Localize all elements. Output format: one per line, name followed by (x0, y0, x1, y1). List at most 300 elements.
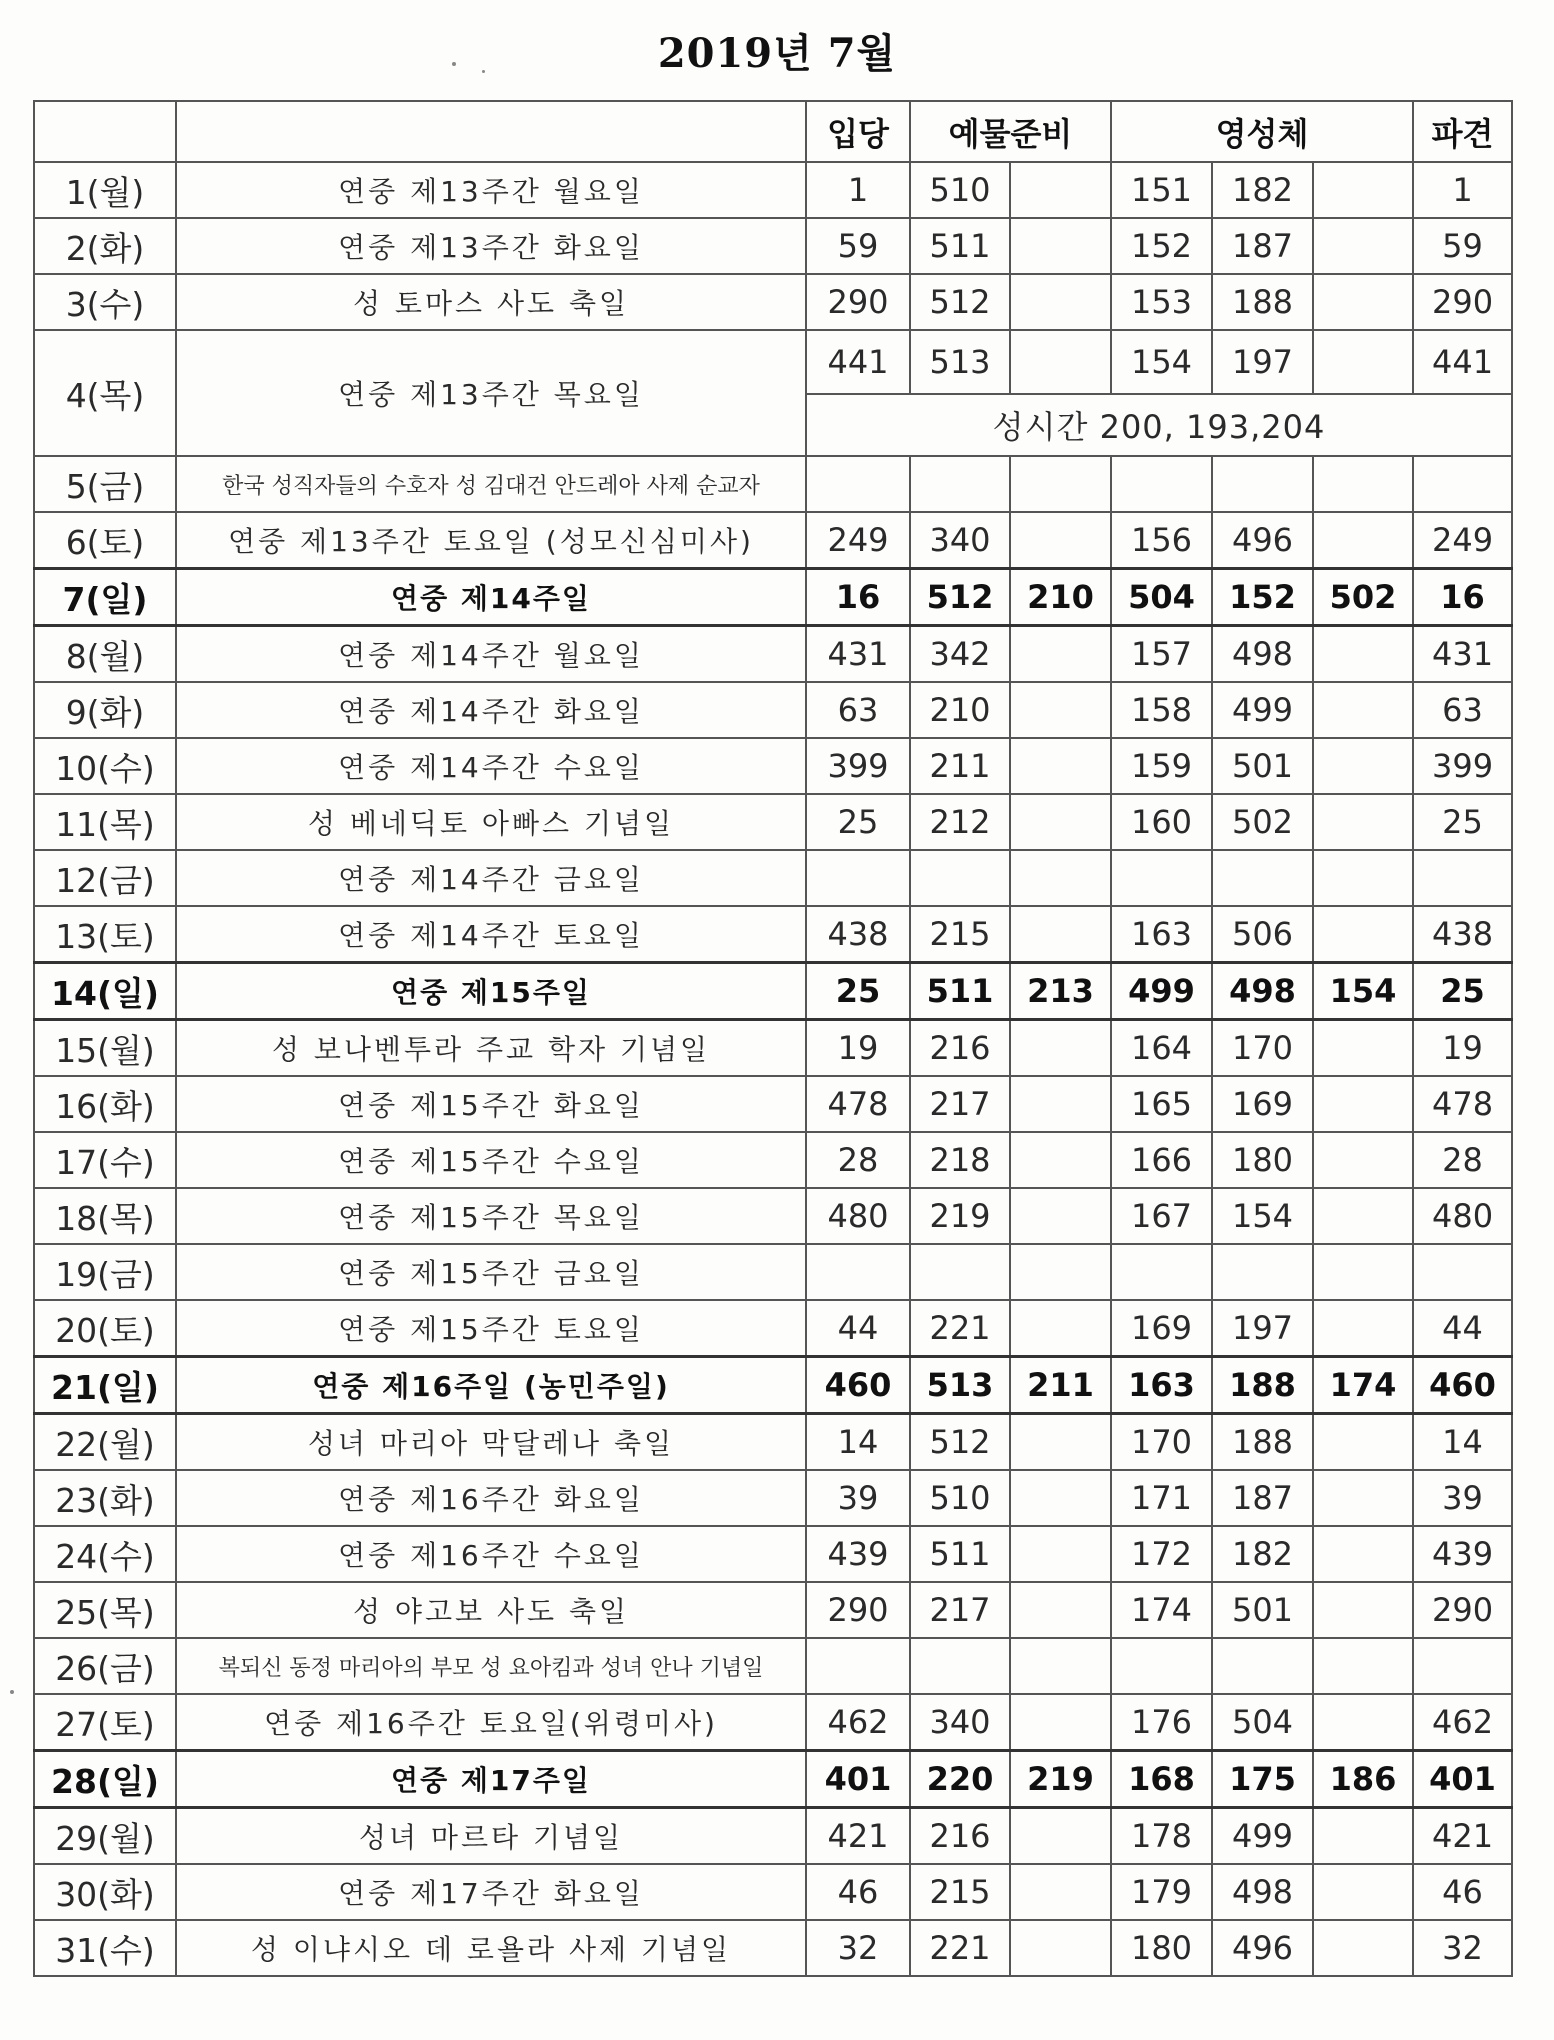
offertory-hymn-1: 512 (910, 1414, 1010, 1471)
day-cell: 22(월) (34, 1414, 176, 1471)
day-cell: 18(목) (34, 1188, 176, 1244)
offertory-hymn-1: 340 (910, 512, 1010, 569)
communion-hymn-1: 180 (1111, 1920, 1212, 1976)
dismissal-hymn: 46 (1413, 1864, 1512, 1920)
offertory-hymn-2 (1010, 682, 1111, 738)
table-row (34, 1470, 1512, 1526)
communion-hymn-1: 156 (1111, 512, 1212, 569)
communion-hymn-1: 153 (1111, 274, 1212, 330)
communion-hymn-1: 163 (1111, 1357, 1212, 1414)
communion-hymn-1: 160 (1111, 794, 1212, 850)
liturgy-name: 연중 제14주일 (176, 569, 806, 626)
day-cell: 14(일) (34, 963, 176, 1020)
dismissal-hymn: 290 (1413, 274, 1512, 330)
entrance-hymn: 460 (806, 1357, 910, 1414)
liturgy-name: 연중 제15주간 수요일 (176, 1132, 806, 1188)
offertory-hymn-1: 342 (910, 626, 1010, 683)
communion-hymn-2: 499 (1212, 682, 1313, 738)
table-row (34, 274, 1512, 330)
communion-hymn-1: 158 (1111, 682, 1212, 738)
day-cell: 6(토) (34, 512, 176, 569)
communion-hymn-2: 169 (1212, 1076, 1313, 1132)
communion-hymn-3 (1313, 274, 1413, 330)
communion-hymn-2 (1212, 456, 1313, 512)
liturgy-name: 연중 제14주간 화요일 (176, 682, 806, 738)
liturgy-name: 성 토마스 사도 축일 (176, 274, 806, 330)
communion-hymn-1: 157 (1111, 626, 1212, 683)
day-cell: 17(수) (34, 1132, 176, 1188)
communion-hymn-1: 154 (1111, 330, 1212, 394)
entrance-hymn: 46 (806, 1864, 910, 1920)
day-cell: 31(수) (34, 1920, 176, 1976)
day-cell: 27(토) (34, 1694, 176, 1751)
day-cell: 11(목) (34, 794, 176, 850)
day-cell: 4(목) (34, 330, 176, 456)
entrance-hymn (806, 1244, 910, 1300)
dismissal-hymn: 25 (1413, 794, 1512, 850)
offertory-hymn-2: 213 (1010, 963, 1111, 1020)
offertory-hymn-1: 511 (910, 218, 1010, 274)
communion-hymn-2: 187 (1212, 1470, 1313, 1526)
dismissal-hymn: 1 (1413, 162, 1512, 218)
communion-hymn-3: 502 (1313, 569, 1413, 626)
table-row (34, 1694, 1512, 1751)
offertory-hymn-1: 216 (910, 1020, 1010, 1077)
communion-hymn-2 (1212, 1638, 1313, 1694)
day-cell: 24(수) (34, 1526, 176, 1582)
communion-hymn-3 (1313, 1414, 1413, 1471)
offertory-hymn-2 (1010, 850, 1111, 906)
communion-hymn-3 (1313, 330, 1413, 394)
dismissal-hymn (1413, 1638, 1512, 1694)
communion-hymn-3 (1313, 1244, 1413, 1300)
liturgy-name: 연중 제16주간 토요일(위령미사) (176, 1694, 806, 1751)
table-row (34, 1132, 1512, 1188)
table-row (34, 794, 1512, 850)
communion-hymn-3 (1313, 1300, 1413, 1357)
table-row (34, 330, 1512, 394)
offertory-hymn-2 (1010, 330, 1111, 394)
offertory-hymn-1: 212 (910, 794, 1010, 850)
communion-hymn-3 (1313, 906, 1413, 963)
day-cell: 3(수) (34, 274, 176, 330)
offertory-hymn-2 (1010, 1020, 1111, 1077)
entrance-hymn: 431 (806, 626, 910, 683)
offertory-hymn-2 (1010, 906, 1111, 963)
communion-hymn-2: 501 (1212, 1582, 1313, 1638)
communion-hymn-2: 498 (1212, 1864, 1313, 1920)
offertory-hymn-2 (1010, 1526, 1111, 1582)
liturgy-name: 연중 제14주간 토요일 (176, 906, 806, 963)
liturgy-name: 연중 제13주간 목요일 (176, 330, 806, 456)
offertory-hymn-1: 221 (910, 1920, 1010, 1976)
liturgy-name: 한국 성직자들의 수호자 성 김대건 안드레아 사제 순교자 (176, 456, 806, 512)
communion-hymn-2: 496 (1212, 512, 1313, 569)
liturgy-name: 연중 제15주간 토요일 (176, 1300, 806, 1357)
entrance-hymn: 25 (806, 963, 910, 1020)
entrance-hymn: 1 (806, 162, 910, 218)
offertory-hymn-1 (910, 1638, 1010, 1694)
communion-hymn-1: 178 (1111, 1808, 1212, 1865)
offertory-hymn-2 (1010, 1694, 1111, 1751)
offertory-hymn-2 (1010, 1582, 1111, 1638)
offertory-hymn-1: 511 (910, 1526, 1010, 1582)
table-row (34, 1414, 1512, 1471)
dismissal-hymn (1413, 1244, 1512, 1300)
offertory-hymn-1: 220 (910, 1751, 1010, 1808)
communion-hymn-1: 164 (1111, 1020, 1212, 1077)
dismissal-hymn (1413, 850, 1512, 906)
offertory-hymn-1: 221 (910, 1300, 1010, 1357)
table-row (34, 1638, 1512, 1694)
entrance-hymn: 421 (806, 1808, 910, 1865)
liturgy-name: 연중 제17주간 화요일 (176, 1864, 806, 1920)
day-cell: 25(목) (34, 1582, 176, 1638)
communion-hymn-1: 504 (1111, 569, 1212, 626)
table-row (34, 218, 1512, 274)
communion-hymn-2: 502 (1212, 794, 1313, 850)
offertory-hymn-1: 510 (910, 162, 1010, 218)
communion-hymn-2: 496 (1212, 1920, 1313, 1976)
table-row (34, 906, 1512, 963)
communion-hymn-2: 188 (1212, 1357, 1313, 1414)
table-row (34, 1188, 1512, 1244)
offertory-hymn-1: 211 (910, 738, 1010, 794)
communion-hymn-1: 165 (1111, 1076, 1212, 1132)
entrance-hymn: 44 (806, 1300, 910, 1357)
table-row (34, 1076, 1512, 1132)
day-cell: 10(수) (34, 738, 176, 794)
day-cell: 20(토) (34, 1300, 176, 1357)
day-cell: 12(금) (34, 850, 176, 906)
communion-hymn-3 (1313, 1920, 1413, 1976)
liturgy-name: 연중 제14주간 수요일 (176, 738, 806, 794)
table-row (34, 850, 1512, 906)
communion-hymn-2: 498 (1212, 626, 1313, 683)
communion-hymn-2: 197 (1212, 330, 1313, 394)
offertory-hymn-1: 219 (910, 1188, 1010, 1244)
day-cell: 1(월) (34, 162, 176, 218)
liturgy-name: 연중 제13주간 토요일 (성모신심미사) (176, 512, 806, 569)
communion-hymn-1: 170 (1111, 1414, 1212, 1471)
communion-hymn-3 (1313, 794, 1413, 850)
liturgy-name: 연중 제15주일 (176, 963, 806, 1020)
liturgy-name: 성 이냐시오 데 로욜라 사제 기념일 (176, 1920, 806, 1976)
entrance-hymn: 441 (806, 330, 910, 394)
dismissal-hymn: 478 (1413, 1076, 1512, 1132)
sunday-row (34, 569, 1512, 626)
offertory-hymn-2 (1010, 1076, 1111, 1132)
communion-hymn-2: 188 (1212, 1414, 1313, 1471)
day-cell: 26(금) (34, 1638, 176, 1694)
header-row (34, 101, 1512, 162)
page-title: 2019년 7월 (657, 30, 897, 77)
liturgy-name: 연중 제14주간 월요일 (176, 626, 806, 683)
table-row (34, 1864, 1512, 1920)
dismissal-hymn: 462 (1413, 1694, 1512, 1751)
table-body (34, 162, 1512, 1976)
communion-hymn-3: 154 (1313, 963, 1413, 1020)
offertory-hymn-2 (1010, 274, 1111, 330)
liturgy-name: 연중 제17주일 (176, 1751, 806, 1808)
entrance-hymn: 14 (806, 1414, 910, 1471)
dismissal-hymn: 441 (1413, 330, 1512, 394)
offertory-hymn-2 (1010, 456, 1111, 512)
offertory-hymn-2 (1010, 1132, 1111, 1188)
offertory-hymn-1: 513 (910, 1357, 1010, 1414)
communion-hymn-1 (1111, 1638, 1212, 1694)
offertory-hymn-2 (1010, 1920, 1111, 1976)
liturgy-name: 연중 제13주간 화요일 (176, 218, 806, 274)
table-row (34, 1920, 1512, 1976)
liturgy-name: 성녀 마리아 막달레나 축일 (176, 1414, 806, 1471)
communion-hymn-2: 188 (1212, 274, 1313, 330)
communion-hymn-2: 499 (1212, 1808, 1313, 1865)
dismissal-hymn: 39 (1413, 1470, 1512, 1526)
entrance-hymn: 480 (806, 1188, 910, 1244)
communion-hymn-1 (1111, 1244, 1212, 1300)
communion-hymn-2: 182 (1212, 1526, 1313, 1582)
scan-speck (452, 62, 456, 66)
offertory-hymn-1: 512 (910, 569, 1010, 626)
day-cell: 5(금) (34, 456, 176, 512)
scan-speck (10, 1690, 14, 1694)
offertory-hymn-1: 511 (910, 963, 1010, 1020)
offertory-hymn-2 (1010, 738, 1111, 794)
offertory-hymn-2 (1010, 1244, 1111, 1300)
table-row (34, 512, 1512, 569)
header-day (34, 101, 176, 162)
offertory-hymn-1: 217 (910, 1582, 1010, 1638)
liturgy-name: 연중 제15주간 목요일 (176, 1188, 806, 1244)
entrance-hymn: 439 (806, 1526, 910, 1582)
communion-hymn-3 (1313, 162, 1413, 218)
sunday-row (34, 1751, 1512, 1808)
entrance-hymn: 399 (806, 738, 910, 794)
liturgy-name: 복되신 동정 마리아의 부모 성 요아킴과 성녀 안나 기념일 (176, 1638, 806, 1694)
offertory-hymn-2: 219 (1010, 1751, 1111, 1808)
sunday-row (34, 963, 1512, 1020)
communion-hymn-2 (1212, 1244, 1313, 1300)
liturgy-name: 성 베네딕토 아빠스 기념일 (176, 794, 806, 850)
table-row (34, 1020, 1512, 1077)
header-communion: 영성체 (1111, 101, 1413, 162)
communion-hymn-3: 186 (1313, 1751, 1413, 1808)
communion-hymn-1: 163 (1111, 906, 1212, 963)
dismissal-hymn: 290 (1413, 1582, 1512, 1638)
communion-hymn-3 (1313, 1076, 1413, 1132)
dismissal-hymn: 480 (1413, 1188, 1512, 1244)
holy-hour-note: 성시간 200, 193,204 (806, 394, 1512, 456)
offertory-hymn-2 (1010, 794, 1111, 850)
dismissal-hymn: 16 (1413, 569, 1512, 626)
header-name (176, 101, 806, 162)
communion-hymn-1: 151 (1111, 162, 1212, 218)
dismissal-hymn: 25 (1413, 963, 1512, 1020)
communion-hymn-3 (1313, 456, 1413, 512)
communion-hymn-3 (1313, 1470, 1413, 1526)
entrance-hymn (806, 1638, 910, 1694)
schedule-table (33, 100, 1513, 1977)
dismissal-hymn: 438 (1413, 906, 1512, 963)
communion-hymn-3 (1313, 850, 1413, 906)
communion-hymn-2: 187 (1212, 218, 1313, 274)
liturgy-name: 연중 제15주간 화요일 (176, 1076, 806, 1132)
entrance-hymn: 16 (806, 569, 910, 626)
communion-hymn-1: 152 (1111, 218, 1212, 274)
day-cell: 23(화) (34, 1470, 176, 1526)
day-cell: 29(월) (34, 1808, 176, 1865)
offertory-hymn-2 (1010, 512, 1111, 569)
entrance-hymn: 290 (806, 274, 910, 330)
offertory-hymn-1: 218 (910, 1132, 1010, 1188)
offertory-hymn-1: 210 (910, 682, 1010, 738)
dismissal-hymn: 431 (1413, 626, 1512, 683)
liturgy-name: 연중 제14주간 금요일 (176, 850, 806, 906)
entrance-hymn: 478 (806, 1076, 910, 1132)
scan-speck (482, 70, 485, 73)
offertory-hymn-1: 512 (910, 274, 1010, 330)
communion-hymn-3 (1313, 738, 1413, 794)
day-cell: 21(일) (34, 1357, 176, 1414)
offertory-hymn-2 (1010, 162, 1111, 218)
entrance-hymn (806, 456, 910, 512)
entrance-hymn (806, 850, 910, 906)
communion-hymn-2: 504 (1212, 1694, 1313, 1751)
offertory-hymn-2 (1010, 626, 1111, 683)
dismissal-hymn: 439 (1413, 1526, 1512, 1582)
sunday-row (34, 1357, 1512, 1414)
dismissal-hymn: 28 (1413, 1132, 1512, 1188)
communion-hymn-1: 179 (1111, 1864, 1212, 1920)
communion-hymn-1: 159 (1111, 738, 1212, 794)
communion-hymn-3 (1313, 682, 1413, 738)
communion-hymn-2: 152 (1212, 569, 1313, 626)
communion-hymn-3 (1313, 512, 1413, 569)
dismissal-hymn: 421 (1413, 1808, 1512, 1865)
offertory-hymn-1 (910, 850, 1010, 906)
dismissal-hymn (1413, 456, 1512, 512)
entrance-hymn: 59 (806, 218, 910, 274)
communion-hymn-3 (1313, 1188, 1413, 1244)
dismissal-hymn: 399 (1413, 738, 1512, 794)
day-cell: 8(월) (34, 626, 176, 683)
offertory-hymn-1: 215 (910, 1864, 1010, 1920)
dismissal-hymn: 63 (1413, 682, 1512, 738)
communion-hymn-2: 498 (1212, 963, 1313, 1020)
header-offertory: 예물준비 (910, 101, 1111, 162)
communion-hymn-1: 167 (1111, 1188, 1212, 1244)
offertory-hymn-1: 216 (910, 1808, 1010, 1865)
communion-hymn-2: 154 (1212, 1188, 1313, 1244)
day-cell: 15(월) (34, 1020, 176, 1077)
table-row (34, 1526, 1512, 1582)
communion-hymn-1 (1111, 456, 1212, 512)
day-cell: 19(금) (34, 1244, 176, 1300)
communion-hymn-1: 172 (1111, 1526, 1212, 1582)
dismissal-hymn: 249 (1413, 512, 1512, 569)
table-row (34, 456, 1512, 512)
communion-hymn-3 (1313, 1694, 1413, 1751)
offertory-hymn-1: 340 (910, 1694, 1010, 1751)
communion-hymn-2: 180 (1212, 1132, 1313, 1188)
communion-hymn-3 (1313, 1638, 1413, 1694)
offertory-hymn-1: 513 (910, 330, 1010, 394)
header-dismissal: 파견 (1413, 101, 1512, 162)
table-row (34, 626, 1512, 683)
offertory-hymn-1 (910, 1244, 1010, 1300)
communion-hymn-3 (1313, 626, 1413, 683)
entrance-hymn: 39 (806, 1470, 910, 1526)
offertory-hymn-1: 217 (910, 1076, 1010, 1132)
offertory-hymn-2: 210 (1010, 569, 1111, 626)
communion-hymn-3 (1313, 1020, 1413, 1077)
communion-hymn-2: 170 (1212, 1020, 1313, 1077)
table-row (34, 162, 1512, 218)
communion-hymn-3 (1313, 1864, 1413, 1920)
liturgy-name: 연중 제15주간 금요일 (176, 1244, 806, 1300)
entrance-hymn: 63 (806, 682, 910, 738)
table-row (34, 682, 1512, 738)
entrance-hymn: 249 (806, 512, 910, 569)
offertory-hymn-1 (910, 456, 1010, 512)
dismissal-hymn: 19 (1413, 1020, 1512, 1077)
table-row (34, 1300, 1512, 1357)
communion-hymn-2: 501 (1212, 738, 1313, 794)
communion-hymn-1 (1111, 850, 1212, 906)
communion-hymn-3 (1313, 1132, 1413, 1188)
communion-hymn-1: 499 (1111, 963, 1212, 1020)
liturgy-name: 성 보나벤투라 주교 학자 기념일 (176, 1020, 806, 1077)
dismissal-hymn: 32 (1413, 1920, 1512, 1976)
communion-hymn-1: 169 (1111, 1300, 1212, 1357)
offertory-hymn-2 (1010, 1188, 1111, 1244)
communion-hymn-1: 168 (1111, 1751, 1212, 1808)
offertory-hymn-2: 211 (1010, 1357, 1111, 1414)
offertory-hymn-2 (1010, 1638, 1111, 1694)
header-entrance: 입당 (806, 101, 910, 162)
table-row (34, 738, 1512, 794)
day-cell: 13(토) (34, 906, 176, 963)
communion-hymn-3 (1313, 1526, 1413, 1582)
day-cell: 9(화) (34, 682, 176, 738)
liturgy-name: 연중 제16주일 (농민주일) (176, 1357, 806, 1414)
offertory-hymn-2 (1010, 1864, 1111, 1920)
entrance-hymn: 438 (806, 906, 910, 963)
communion-hymn-3 (1313, 1808, 1413, 1865)
communion-hymn-3 (1313, 218, 1413, 274)
communion-hymn-2 (1212, 850, 1313, 906)
offertory-hymn-2 (1010, 218, 1111, 274)
entrance-hymn: 462 (806, 1694, 910, 1751)
offertory-hymn-2 (1010, 1808, 1111, 1865)
table-row (34, 1808, 1512, 1865)
offertory-hymn-2 (1010, 1470, 1111, 1526)
offertory-hymn-1: 510 (910, 1470, 1010, 1526)
liturgy-name: 성녀 마르타 기념일 (176, 1808, 806, 1865)
table-row (34, 1582, 1512, 1638)
entrance-hymn: 290 (806, 1582, 910, 1638)
communion-hymn-2: 175 (1212, 1751, 1313, 1808)
entrance-hymn: 28 (806, 1132, 910, 1188)
entrance-hymn: 19 (806, 1020, 910, 1077)
communion-hymn-1: 171 (1111, 1470, 1212, 1526)
communion-hymn-1: 174 (1111, 1582, 1212, 1638)
dismissal-hymn: 59 (1413, 218, 1512, 274)
day-cell: 30(화) (34, 1864, 176, 1920)
dismissal-hymn: 44 (1413, 1300, 1512, 1357)
entrance-hymn: 32 (806, 1920, 910, 1976)
